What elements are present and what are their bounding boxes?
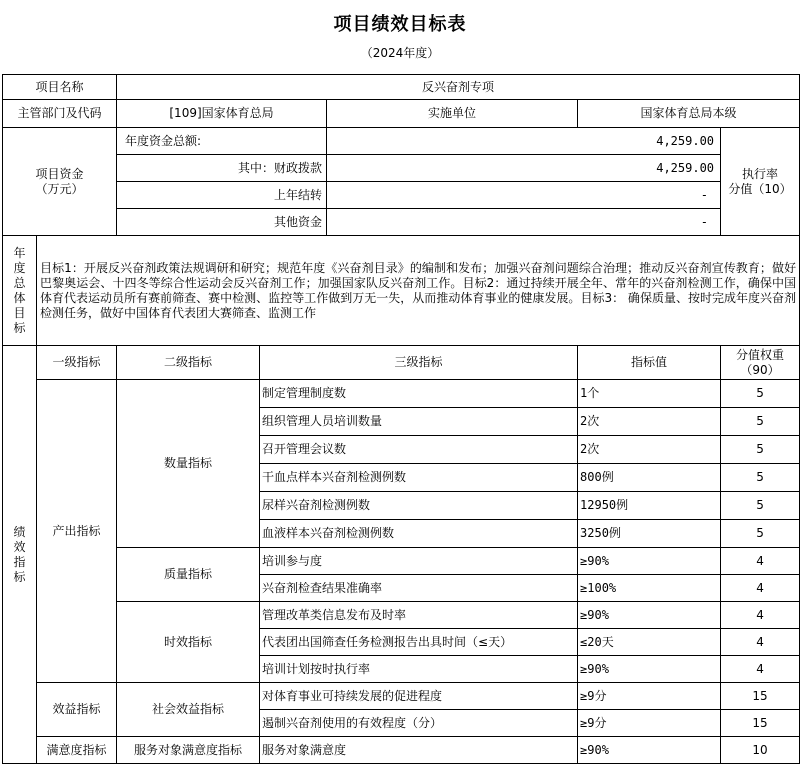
level2-quantity: 数量指标 [117, 380, 260, 548]
indicator-name: 服务对象满意度 [260, 737, 578, 764]
funds-row-value: 4,259.00 [327, 155, 721, 182]
funds-row-label: 其他资金 [117, 209, 327, 236]
indicator-name: 召开管理会议数 [260, 436, 578, 464]
indicator-weight: 5 [721, 436, 800, 464]
department-row [3, 100, 800, 128]
indicator-name: 尿样兴奋剂检测例数 [260, 492, 578, 520]
execution-rate-cell [721, 128, 800, 236]
indicator-value: ≥90% [578, 656, 721, 683]
annual-goal-text: 目标1：开展反兴奋剂政策法规调研和研究；规范年度《兴奋剂目录》的编制和发布；加强兴奋剂问题综合治理；推动反兴奋剂宣传教育；做好巴黎奥运会、十四冬等综合性运动会反兴奋剂工作；加强国家队反兴奋剂工作。目标2：通过持续开展全年、常年的兴奋剂检测工作，确保中国体育代表运动员所有赛前筛查、赛中检测、监控等工作做到万无一失，从而推动体育事业的健康发展。目标3： 确保质量、按时完成年度兴奋剂检测任务，做好中国体育代表团大赛筛查、监测工作 [37, 236, 800, 346]
indicator-header-row [3, 346, 800, 380]
goal-label-char: 度 [13, 260, 26, 275]
project-name-label: 项目名称 [3, 75, 117, 100]
indicator-weight: 5 [721, 464, 800, 492]
indicator-value: 2次 [578, 436, 721, 464]
funds-row-label: 年度资金总额: [117, 128, 327, 155]
project-name-value: 反兴奋剂专项 [117, 75, 800, 100]
annual-goal-row [3, 236, 800, 346]
indicator-weight: 15 [721, 710, 800, 737]
indicator-row [3, 380, 800, 408]
indicator-weight: 4 [721, 602, 800, 629]
indicator-weight: 5 [721, 520, 800, 548]
indicator-weight: 4 [721, 548, 800, 575]
implementing-unit-value: 国家体育总局本级 [578, 100, 800, 128]
funds-label-line2: （万元） [35, 181, 84, 196]
funds-label-line1: 项目资金 [35, 166, 84, 181]
indicator-name: 对体育事业可持续发展的促进程度 [260, 683, 578, 710]
header-weight-line2: （90） [740, 362, 780, 377]
funds-row-label: 其中：财政拨款 [117, 155, 327, 182]
performance-target-table [2, 74, 800, 764]
indicator-label-char: 效 [13, 539, 26, 554]
level2-social-benefit: 社会效益指标 [117, 683, 260, 737]
funds-row [3, 209, 800, 236]
funds-row-value: - [327, 209, 721, 236]
goal-label-char: 标 [13, 320, 26, 335]
funds-row-value: 4,259.00 [327, 128, 721, 155]
indicator-weight: 4 [721, 575, 800, 602]
indicator-value: ≥100% [578, 575, 721, 602]
funds-row [3, 155, 800, 182]
indicator-value: ≥90% [578, 548, 721, 575]
indicator-name: 培训计划按时执行率 [260, 656, 578, 683]
indicator-value: ≤20天 [578, 629, 721, 656]
project-name-row [3, 75, 800, 100]
indicator-weight: 4 [721, 656, 800, 683]
indicator-row [3, 737, 800, 764]
indicator-value: 1个 [578, 380, 721, 408]
indicator-label-char: 标 [13, 569, 26, 584]
execution-rate-label: 执行率 [742, 166, 779, 181]
indicator-name: 培训参与度 [260, 548, 578, 575]
indicator-weight: 10 [721, 737, 800, 764]
indicator-value: ≥90% [578, 737, 721, 764]
funds-row [3, 128, 800, 155]
execution-rate-score: 分值（10） [728, 181, 792, 196]
level1-satisfaction: 满意度指标 [37, 737, 117, 764]
header-level2: 二级指标 [117, 346, 260, 380]
indicator-row [3, 548, 800, 575]
indicator-weight: 5 [721, 492, 800, 520]
indicator-value: 2次 [578, 408, 721, 436]
indicator-row [3, 683, 800, 710]
indicator-value: ≥9分 [578, 683, 721, 710]
indicator-value: ≥90% [578, 602, 721, 629]
header-weight [721, 346, 800, 380]
level2-quality: 质量指标 [117, 548, 260, 602]
goal-label-char: 年 [13, 245, 26, 260]
page-title: 项目绩效目标表 [333, 14, 467, 35]
indicator-weight: 4 [721, 629, 800, 656]
header-value: 指标值 [578, 346, 721, 380]
level1-benefit: 效益指标 [37, 683, 117, 737]
funds-row-label: 上年结转 [117, 182, 327, 209]
header-level3: 三级指标 [260, 346, 578, 380]
indicator-name: 兴奋剂检查结果准确率 [260, 575, 578, 602]
indicator-name: 干血点样本兴奋剂检测例数 [260, 464, 578, 492]
indicator-weight: 5 [721, 380, 800, 408]
implementing-unit-label: 实施单位 [327, 100, 578, 128]
year-subtitle: （2024年度） [360, 46, 440, 60]
indicator-name: 代表团出国筛查任务检测报告出具时间（≤天） [260, 629, 578, 656]
indicator-label-char: 绩 [13, 524, 26, 539]
indicator-value: 800例 [578, 464, 721, 492]
indicator-weight: 5 [721, 408, 800, 436]
header-level1: 一级指标 [37, 346, 117, 380]
level2-service-satisfaction: 服务对象满意度指标 [117, 737, 260, 764]
performance-indicator-label [3, 346, 37, 764]
goal-label-char: 总 [13, 275, 26, 290]
funds-row-value: - [327, 182, 721, 209]
goal-label-char: 体 [13, 290, 26, 305]
funds-row [3, 182, 800, 209]
goal-label-char: 目 [13, 305, 26, 320]
indicator-value: 12950例 [578, 492, 721, 520]
indicator-value: 3250例 [578, 520, 721, 548]
indicator-value: ≥9分 [578, 710, 721, 737]
department-label: 主管部门及代码 [3, 100, 117, 128]
funds-label [3, 128, 117, 236]
header-weight-line1: 分值权重 [736, 347, 785, 362]
department-value: [109]国家体育总局 [117, 100, 327, 128]
indicator-name: 制定管理制度数 [260, 380, 578, 408]
indicator-weight: 15 [721, 683, 800, 710]
level1-output: 产出指标 [37, 380, 117, 683]
indicator-name: 管理改革类信息发布及时率 [260, 602, 578, 629]
level2-timeliness: 时效指标 [117, 602, 260, 683]
indicator-name: 血液样本兴奋剂检测例数 [260, 520, 578, 548]
annual-goal-label [3, 236, 37, 346]
indicator-name: 组织管理人员培训数量 [260, 408, 578, 436]
indicator-row [3, 602, 800, 629]
indicator-label-char: 指 [13, 554, 26, 569]
indicator-name: 遏制兴奋剂使用的有效程度（分） [260, 710, 578, 737]
